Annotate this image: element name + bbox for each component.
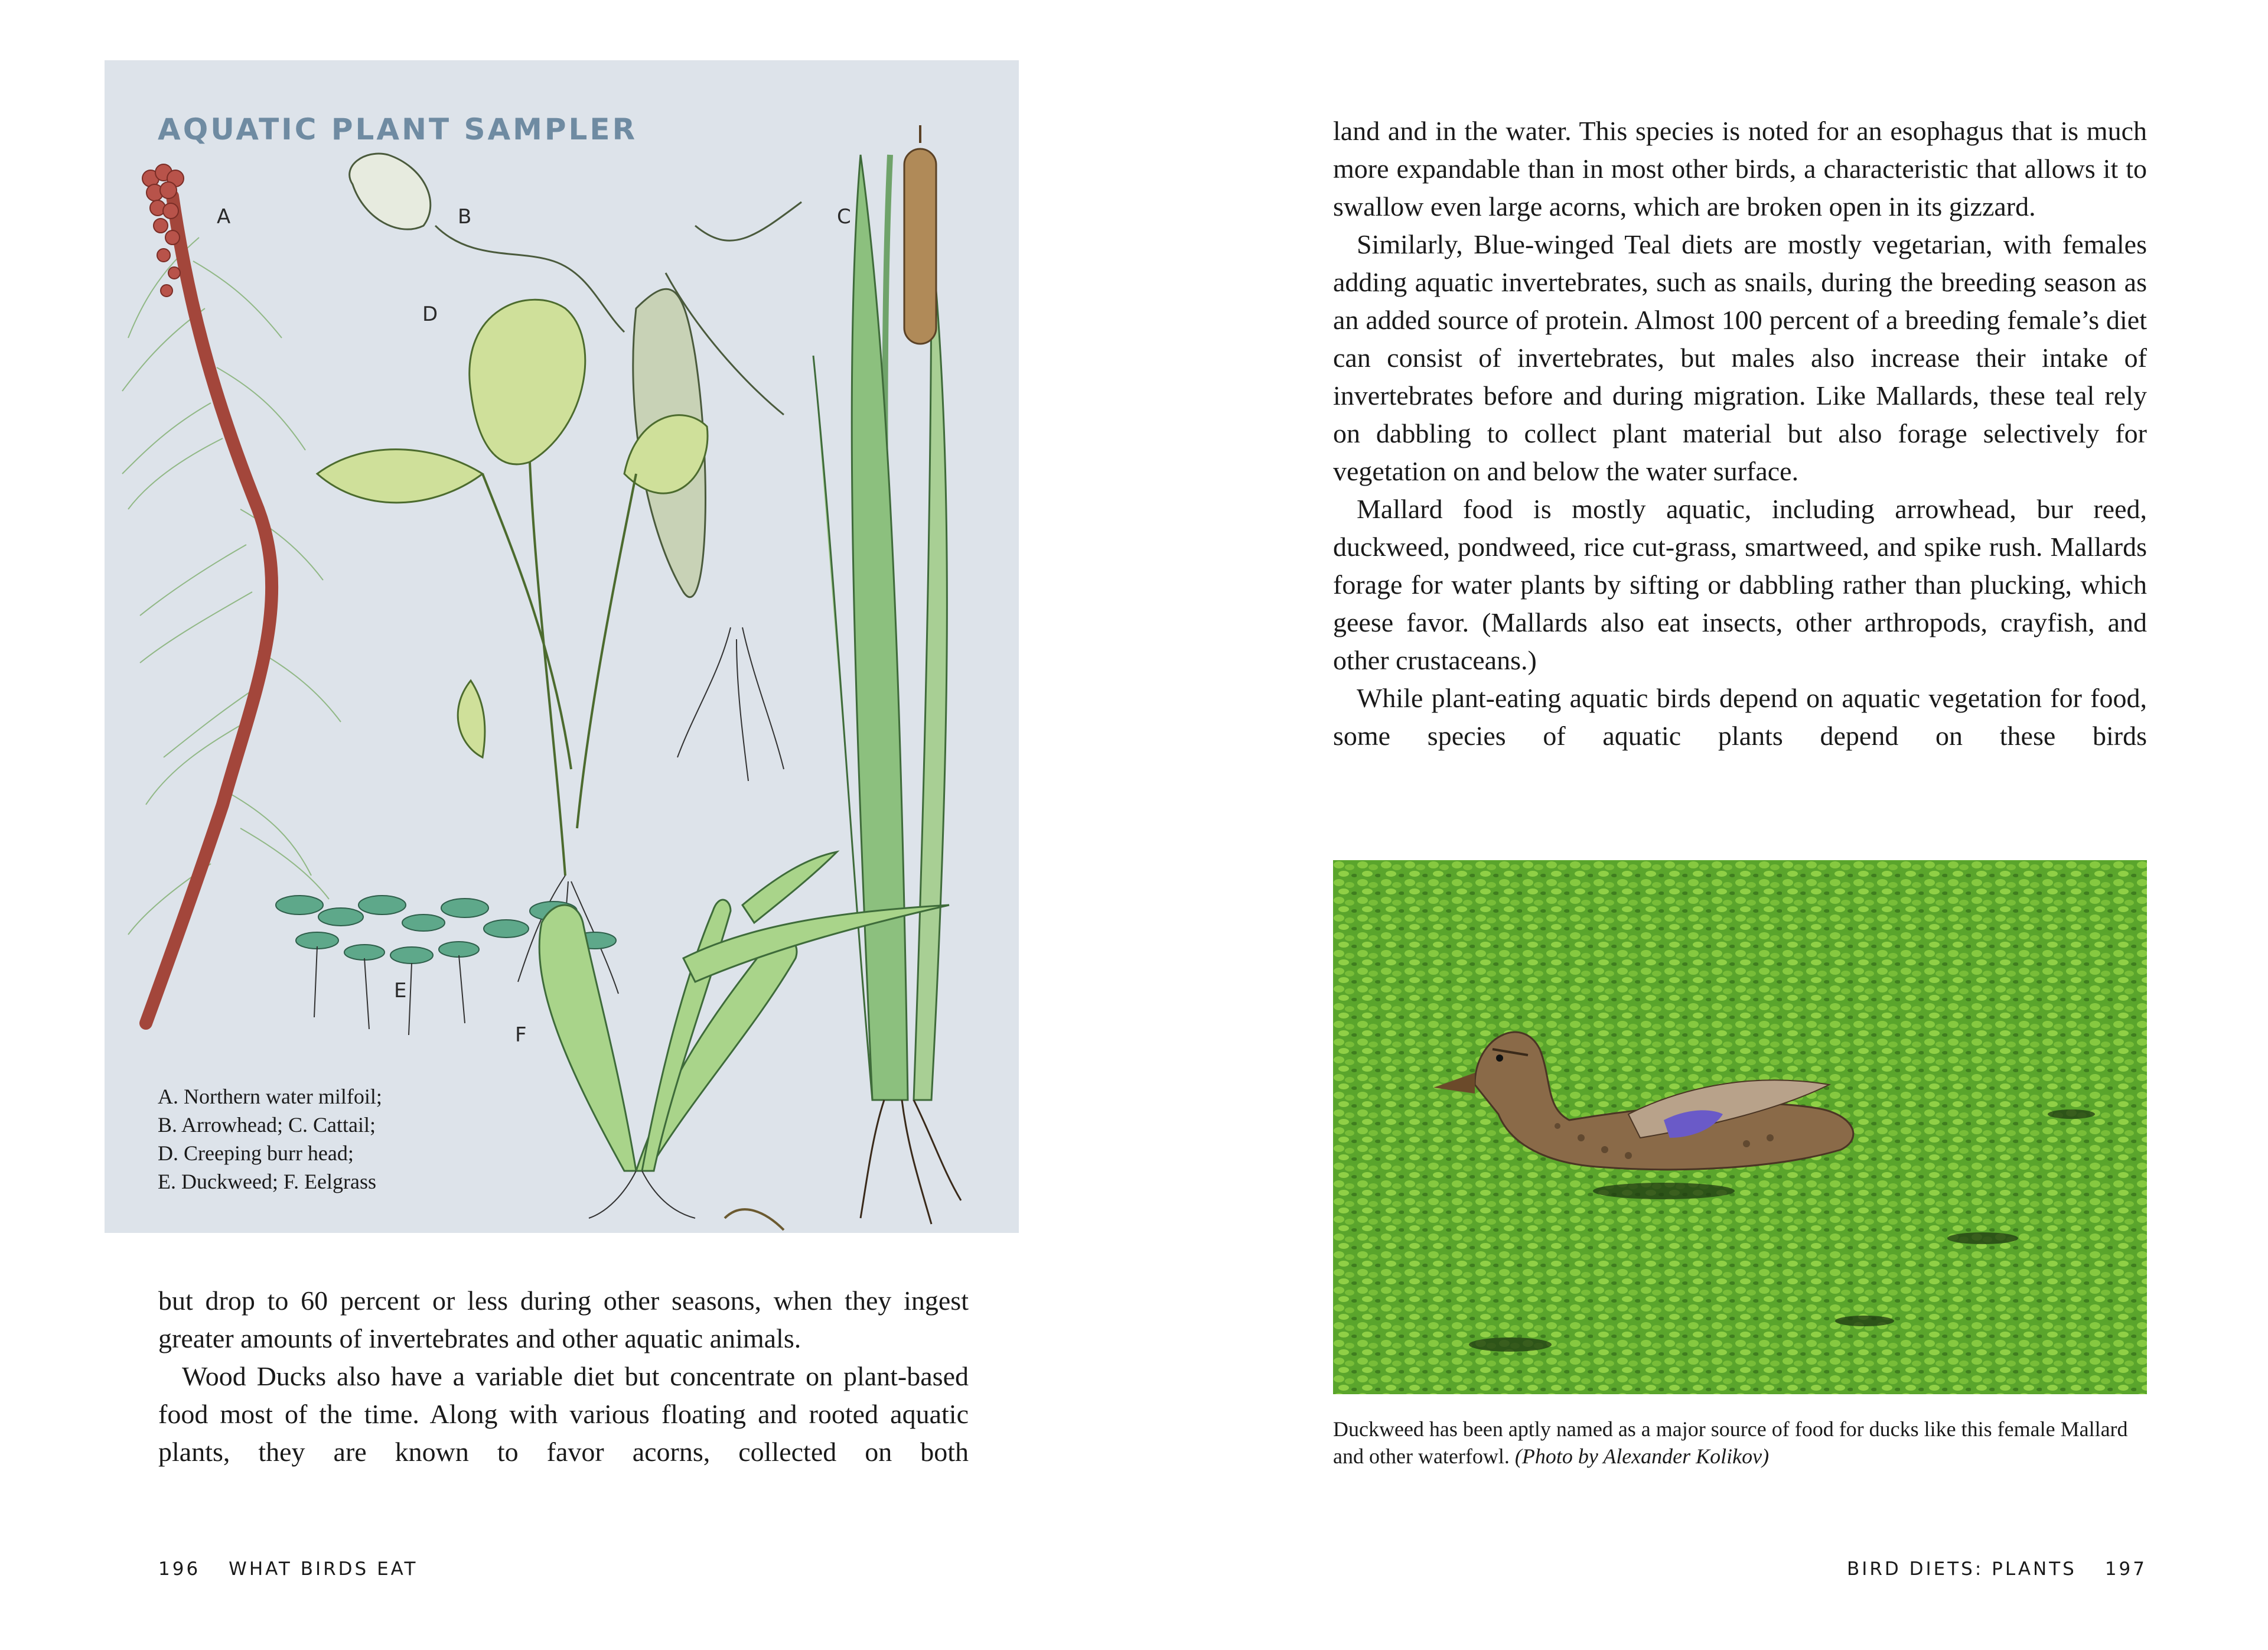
plant-label-e: E [394, 979, 407, 1003]
plant-legend [158, 1082, 512, 1196]
right-footer [1847, 1558, 2147, 1580]
right-body-text [1333, 112, 2147, 755]
body-paragraph: land and in the water. This species is noted for an esophagus that is much more expandable than in most other birds, a characteristic that allows it to swallow even large acorns, which are broken open in its gizzard. [1333, 116, 2147, 222]
mallard-on-duckweed-image [1333, 860, 2147, 1394]
legend-line: D. Creeping burr head; [158, 1141, 354, 1165]
right-page [1134, 0, 2268, 1650]
left-footer [158, 1558, 418, 1580]
body-paragraph: While plant-eating aquatic birds depend on aquatic vegetation for food, some species of aquatic plants depend on these birds [1333, 683, 2147, 751]
plant-label-d: D [422, 302, 438, 326]
running-head: WHAT BIRDS EAT [229, 1558, 418, 1580]
legend-line: E. Duckweed; F. Eelgrass [158, 1170, 377, 1193]
aquatic-plant-sampler-sidebar [105, 60, 1019, 1233]
running-head: BIRD DIETS: PLANTS [1846, 1558, 2077, 1580]
milfoil-illustration [122, 164, 341, 1023]
sidebar-title: AQUATIC PLANT SAMPLER [158, 112, 638, 147]
left-body-text [158, 1282, 969, 1471]
plant-label-b: B [458, 205, 472, 229]
mallard-duckweed-photo [1333, 860, 2147, 1394]
page-number: 196 [158, 1558, 201, 1580]
legend-line: A. Northern water milfoil; [158, 1085, 382, 1108]
aquatic-plants-illustration [105, 60, 1019, 1233]
photo-caption [1333, 1415, 2160, 1470]
plant-label-a: A [217, 205, 231, 229]
page-number: 197 [2104, 1558, 2147, 1580]
body-paragraph: but drop to 60 percent or less during other seasons, when they ingest greater amounts of invertebrates and other aquatic animals. [158, 1285, 969, 1353]
caption-text: Duckweed has been aptly named as a major source of food for ducks like this female Mallard and other waterfowl. [1333, 1417, 2128, 1468]
plant-label-f: F [515, 1023, 527, 1047]
legend-line: B. Arrowhead; C. Cattail; [158, 1113, 376, 1137]
body-paragraph: Similarly, Blue-winged Teal diets are mostly vegetarian, with females adding aquatic invertebrates, such as snails, during the breeding season as an added source of protein. Almost 100 percent of a breeding female’s diet can consist of invertebrates, but males also increase their intake of invertebrates before and during migration. Like Mallards, these teal rely on dabbling to collect plant material but also forage selectively for vegetation on and below the water surface. [1333, 229, 2147, 486]
body-paragraph: Mallard food is mostly aquatic, including arrowhead, bur reed, duckweed, pondweed, rice cut-grass, smartweed, and spike rush. Mallards forage for water plants by sifting or dabbling rather than plucking, which geese favor. (Mallards also eat insects, other arthropods, crayfish, and other crustaceans.) [1333, 494, 2147, 675]
cattail-illustration [813, 125, 961, 1224]
photo-credit: (Photo by Alexander Kolikov) [1514, 1444, 1770, 1468]
body-paragraph: Wood Ducks also have a variable diet but concentrate on plant-based food most of the time. Along with various floating and rooted aquatic plants, they are known to favor acorns, collected on both [158, 1361, 969, 1467]
plant-label-c: C [837, 205, 851, 229]
